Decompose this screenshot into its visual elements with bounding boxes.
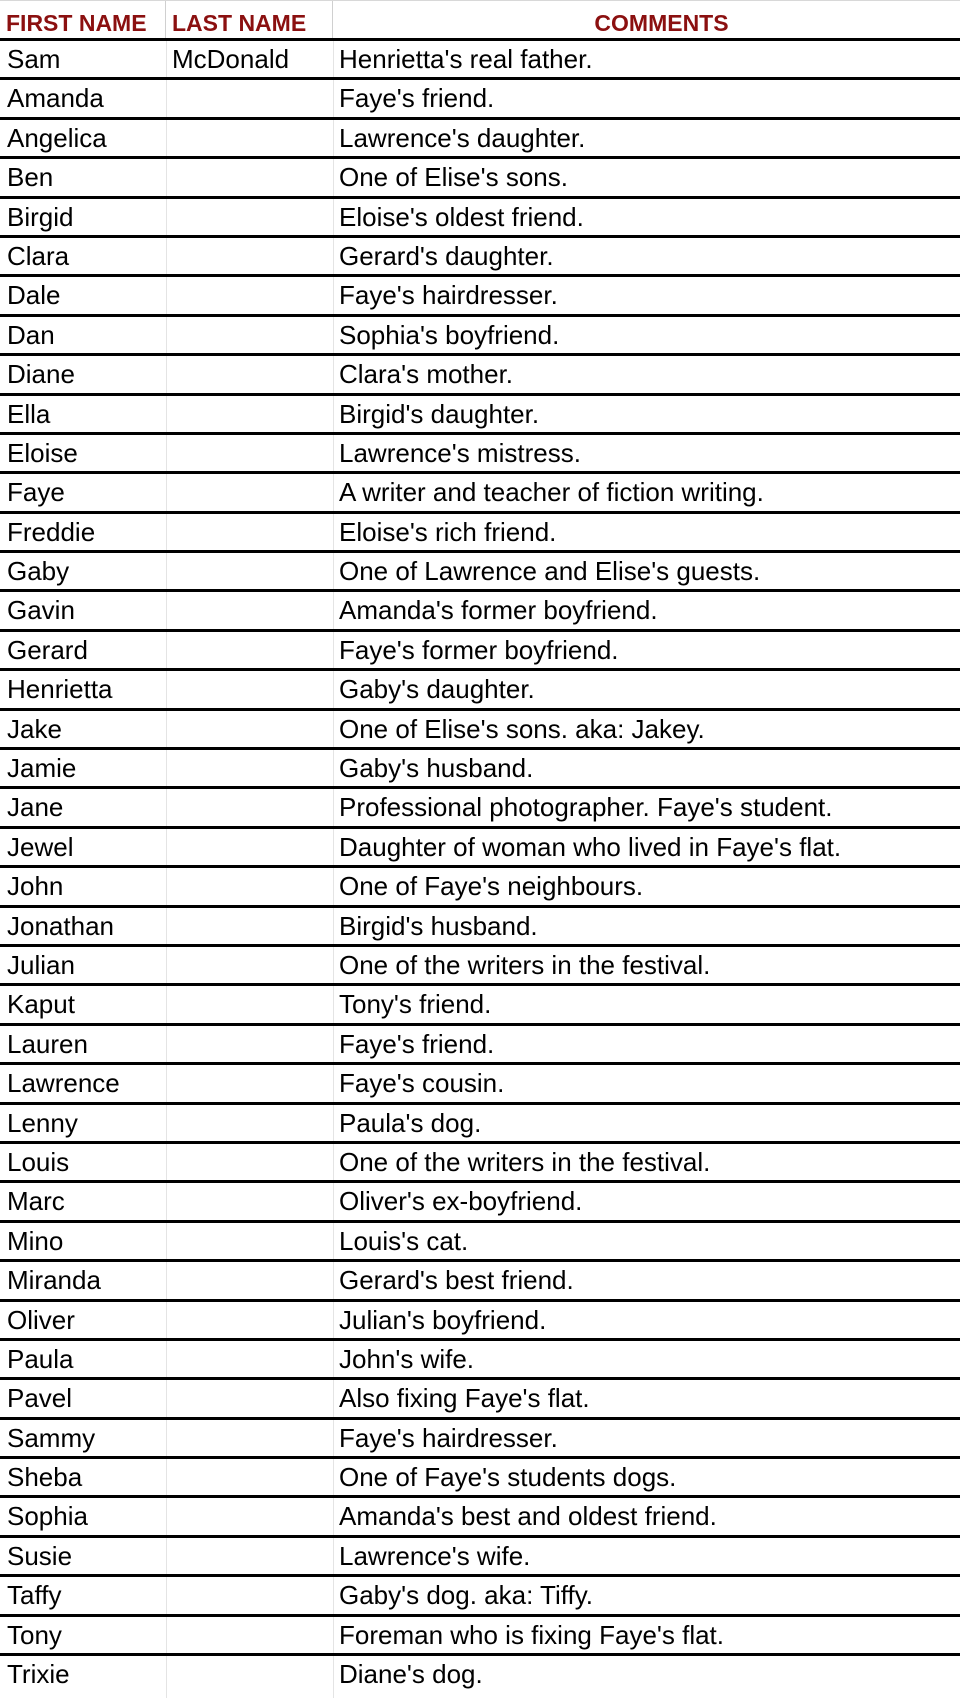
comment-cell[interactable]: Lawrence's mistress. bbox=[339, 437, 581, 468]
first-name-cell[interactable]: Amanda bbox=[7, 83, 104, 114]
last-name-cell[interactable] bbox=[172, 1105, 330, 1141]
first-name-cell[interactable]: Dan bbox=[7, 319, 55, 350]
table-row bbox=[0, 1102, 960, 1141]
table-row bbox=[0, 1377, 960, 1416]
table-row bbox=[0, 1574, 960, 1613]
first-name-cell[interactable]: Trixie bbox=[7, 1659, 70, 1690]
first-name-cell[interactable]: Gavin bbox=[7, 595, 75, 626]
comment-cell[interactable]: Professional photographer. Faye's student. bbox=[339, 792, 833, 823]
last-name-cell[interactable] bbox=[172, 1262, 330, 1298]
last-name-cell[interactable] bbox=[172, 986, 330, 1022]
table-row bbox=[0, 983, 960, 1022]
first-name-cell[interactable]: Susie bbox=[7, 1540, 73, 1571]
last-name-cell[interactable] bbox=[172, 711, 330, 747]
table-row bbox=[0, 1456, 960, 1495]
last-name-cell[interactable] bbox=[172, 1144, 330, 1180]
comment-cell[interactable]: One of Faye's neighbours. bbox=[339, 871, 644, 902]
first-name-cell[interactable]: Julian bbox=[7, 949, 75, 980]
comment-cell[interactable]: Faye's hairdresser. bbox=[339, 280, 558, 311]
table-row bbox=[0, 1023, 960, 1062]
first-name-cell[interactable]: Birgid bbox=[7, 201, 74, 232]
comment-cell[interactable]: Amanda's former boyfriend. bbox=[339, 595, 658, 626]
comment-cell[interactable]: Amanda's best and oldest friend. bbox=[339, 1501, 717, 1532]
table-row bbox=[0, 629, 960, 668]
last-name-cell[interactable] bbox=[172, 868, 330, 904]
first-name-cell[interactable]: Ben bbox=[7, 162, 54, 193]
table-row bbox=[0, 747, 960, 786]
column-header-last-name[interactable]: LAST NAME bbox=[166, 1, 333, 39]
table-row bbox=[0, 550, 960, 589]
first-name-cell[interactable]: Freddie bbox=[7, 516, 96, 547]
table-row bbox=[0, 1062, 960, 1101]
comment-cell[interactable]: Faye's former boyfriend. bbox=[339, 634, 619, 665]
table-row bbox=[0, 1653, 960, 1692]
comment-cell[interactable]: One of the writers in the festival. bbox=[339, 1146, 711, 1177]
first-name-cell[interactable]: Sheba bbox=[7, 1462, 83, 1493]
first-name-cell[interactable]: Lenny bbox=[7, 1107, 78, 1138]
last-name-cell[interactable] bbox=[172, 277, 330, 313]
last-name-cell[interactable] bbox=[172, 435, 330, 471]
comment-cell[interactable]: Henrietta's real father. bbox=[339, 44, 593, 74]
comment-cell[interactable]: Gerard's daughter. bbox=[339, 240, 554, 271]
comment-cell[interactable]: Tony's friend. bbox=[339, 989, 492, 1020]
table-row bbox=[0, 1259, 960, 1298]
comment-cell[interactable]: Lawrence's wife. bbox=[339, 1540, 531, 1571]
comment-cell[interactable]: John's wife. bbox=[339, 1343, 475, 1374]
last-name-cell[interactable] bbox=[172, 120, 330, 156]
first-name-cell[interactable]: Eloise bbox=[7, 437, 78, 468]
table-row bbox=[0, 865, 960, 904]
table-row bbox=[0, 1299, 960, 1338]
column-header-comments[interactable]: COMMENTS bbox=[594, 10, 729, 36]
comment-cell[interactable]: Gerard's best friend. bbox=[339, 1265, 574, 1296]
table-row bbox=[0, 1495, 960, 1534]
comment-cell[interactable]: One of Lawrence and Elise's guests. bbox=[339, 556, 761, 587]
table-row bbox=[0, 471, 960, 510]
first-name-cell[interactable]: Faye bbox=[7, 477, 65, 508]
first-name-cell[interactable]: Paula bbox=[7, 1343, 74, 1374]
first-name-cell[interactable]: Jewel bbox=[7, 831, 74, 862]
column-header-first-name[interactable]: FIRST NAME bbox=[0, 1, 166, 39]
last-name-cell[interactable] bbox=[172, 1026, 330, 1062]
table-row bbox=[0, 393, 960, 432]
last-name-cell[interactable] bbox=[172, 1380, 330, 1416]
last-name-cell[interactable] bbox=[172, 1223, 330, 1259]
table-row bbox=[0, 274, 960, 313]
first-name-cell[interactable]: Oliver bbox=[7, 1304, 75, 1335]
last-name-cell[interactable] bbox=[172, 1065, 330, 1101]
comment-cell[interactable]: Faye's hairdresser. bbox=[339, 1422, 558, 1453]
last-name-cell[interactable] bbox=[172, 632, 330, 668]
first-name-cell[interactable]: Sam bbox=[7, 44, 61, 74]
table-row bbox=[0, 77, 960, 116]
comment-cell[interactable]: Paula's dog. bbox=[339, 1107, 482, 1138]
table-row bbox=[0, 1338, 960, 1377]
last-name-cell[interactable] bbox=[172, 1459, 330, 1495]
comment-cell[interactable]: A writer and teacher of fiction writing. bbox=[339, 477, 764, 508]
comment-cell[interactable]: One of Faye's students dogs. bbox=[339, 1462, 677, 1493]
last-name-cell[interactable] bbox=[172, 592, 330, 628]
last-name-cell[interactable] bbox=[172, 1617, 330, 1653]
comment-cell[interactable]: Oliver's ex-boyfriend. bbox=[339, 1186, 583, 1217]
last-name-cell[interactable] bbox=[172, 671, 330, 707]
last-name-cell[interactable] bbox=[172, 789, 330, 825]
table-row bbox=[0, 196, 960, 235]
comment-cell[interactable]: One of the writers in the festival. bbox=[339, 949, 711, 980]
last-name-cell[interactable] bbox=[172, 238, 330, 274]
table-row bbox=[0, 1180, 960, 1219]
comment-cell[interactable]: Gaby's dog. aka: Tiffy. bbox=[339, 1580, 594, 1611]
first-name-cell[interactable]: Sammy bbox=[7, 1422, 96, 1453]
first-name-cell[interactable]: Ella bbox=[7, 398, 51, 429]
table-row bbox=[0, 1614, 960, 1653]
comment-cell[interactable]: Foreman who is fixing Faye's flat. bbox=[339, 1619, 724, 1650]
last-name-cell[interactable] bbox=[172, 1656, 330, 1692]
comment-cell[interactable]: Diane's dog. bbox=[339, 1659, 483, 1690]
table-row bbox=[0, 38, 960, 77]
table-row bbox=[0, 156, 960, 195]
table-header bbox=[0, 0, 960, 38]
last-name-cell[interactable] bbox=[172, 1498, 330, 1534]
first-name-cell[interactable]: Diane bbox=[7, 359, 75, 390]
first-name-cell[interactable]: Dale bbox=[7, 280, 61, 311]
table-row bbox=[0, 1141, 960, 1180]
first-name-cell[interactable]: Jake bbox=[7, 713, 62, 744]
first-name-cell[interactable]: Miranda bbox=[7, 1265, 101, 1296]
table-row bbox=[0, 708, 960, 747]
table-row bbox=[0, 589, 960, 628]
first-name-cell[interactable]: Mino bbox=[7, 1225, 64, 1256]
table-row bbox=[0, 786, 960, 825]
table-row bbox=[0, 511, 960, 550]
first-name-cell[interactable]: Tony bbox=[7, 1619, 62, 1650]
last-name-cell[interactable] bbox=[172, 1538, 330, 1574]
table-row bbox=[0, 117, 960, 156]
comment-cell[interactable]: Sophia's boyfriend. bbox=[339, 319, 560, 350]
first-name-cell[interactable]: Sophia bbox=[7, 1501, 88, 1532]
last-name-cell[interactable] bbox=[172, 1577, 330, 1613]
table-row bbox=[0, 235, 960, 274]
comment-cell[interactable]: Faye's friend. bbox=[339, 1028, 495, 1059]
last-name-cell[interactable] bbox=[172, 317, 330, 353]
first-name-cell[interactable]: Henrietta bbox=[7, 674, 113, 705]
last-name-cell[interactable] bbox=[172, 80, 330, 116]
last-name-cell[interactable] bbox=[172, 829, 330, 865]
table-row bbox=[0, 944, 960, 983]
comment-cell[interactable]: Gaby's daughter. bbox=[339, 674, 535, 705]
table-row bbox=[0, 1220, 960, 1259]
first-name-cell[interactable]: Gaby bbox=[7, 556, 70, 587]
last-name-cell[interactable]: McDonald bbox=[172, 44, 290, 74]
last-name-cell[interactable] bbox=[172, 474, 330, 510]
first-name-cell[interactable]: Gerard bbox=[7, 634, 88, 665]
comment-cell[interactable]: Eloise's rich friend. bbox=[339, 516, 557, 547]
comment-cell[interactable]: Also fixing Faye's flat. bbox=[339, 1383, 590, 1414]
comment-cell[interactable]: Eloise's oldest friend. bbox=[339, 201, 584, 232]
last-name-cell[interactable] bbox=[172, 947, 330, 983]
comment-cell[interactable]: Gaby's husband. bbox=[339, 753, 534, 784]
table-body bbox=[0, 38, 960, 1692]
last-name-cell[interactable] bbox=[172, 1420, 330, 1456]
comment-cell[interactable]: Louis's cat. bbox=[339, 1225, 469, 1256]
last-name-cell[interactable] bbox=[172, 356, 330, 392]
last-name-cell[interactable] bbox=[172, 1341, 330, 1377]
table-row bbox=[0, 353, 960, 392]
comment-cell[interactable]: Clara's mother. bbox=[339, 359, 514, 390]
last-name-cell[interactable] bbox=[172, 1183, 330, 1219]
first-name-cell[interactable]: Pavel bbox=[7, 1383, 73, 1414]
table-row bbox=[0, 905, 960, 944]
first-name-cell[interactable]: Clara bbox=[7, 240, 70, 271]
first-name-cell[interactable]: Louis bbox=[7, 1146, 70, 1177]
table-row bbox=[0, 826, 960, 865]
first-name-cell[interactable]: Kaput bbox=[7, 989, 75, 1020]
last-name-cell[interactable] bbox=[172, 908, 330, 944]
last-name-cell[interactable] bbox=[172, 396, 330, 432]
first-name-cell[interactable]: Lawrence bbox=[7, 1068, 120, 1099]
comment-cell[interactable]: Lawrence's daughter. bbox=[339, 122, 586, 153]
table-row bbox=[0, 1417, 960, 1456]
table-row bbox=[0, 1535, 960, 1574]
first-name-cell[interactable]: Jonathan bbox=[7, 910, 114, 941]
first-name-cell[interactable]: Angelica bbox=[7, 122, 107, 153]
first-name-cell[interactable]: John bbox=[7, 871, 64, 902]
comment-cell[interactable]: Daughter of woman who lived in Faye's flat. bbox=[339, 831, 842, 862]
last-name-cell[interactable] bbox=[172, 514, 330, 550]
comment-cell[interactable]: Faye's friend. bbox=[339, 83, 495, 114]
comment-cell[interactable]: Julian's boyfriend. bbox=[339, 1304, 547, 1335]
last-name-cell[interactable] bbox=[172, 553, 330, 589]
last-name-cell[interactable] bbox=[172, 159, 330, 195]
table-row bbox=[0, 432, 960, 471]
comment-cell[interactable]: Birgid's daughter. bbox=[339, 398, 540, 429]
comment-cell[interactable]: One of Elise's sons. bbox=[339, 162, 568, 193]
first-name-cell[interactable]: Jane bbox=[7, 792, 64, 823]
comment-cell[interactable]: One of Elise's sons. aka: Jakey. bbox=[339, 713, 705, 744]
comment-cell[interactable]: Faye's cousin. bbox=[339, 1068, 505, 1099]
last-name-cell[interactable] bbox=[172, 750, 330, 786]
comment-cell[interactable]: Birgid's husband. bbox=[339, 910, 538, 941]
first-name-cell[interactable]: Jamie bbox=[7, 753, 77, 784]
last-name-cell[interactable] bbox=[172, 1302, 330, 1338]
first-name-cell[interactable]: Marc bbox=[7, 1186, 65, 1217]
table-row bbox=[0, 314, 960, 353]
first-name-cell[interactable]: Lauren bbox=[7, 1028, 88, 1059]
table-row bbox=[0, 668, 960, 707]
first-name-cell[interactable]: Taffy bbox=[7, 1580, 62, 1611]
last-name-cell[interactable] bbox=[172, 199, 330, 235]
